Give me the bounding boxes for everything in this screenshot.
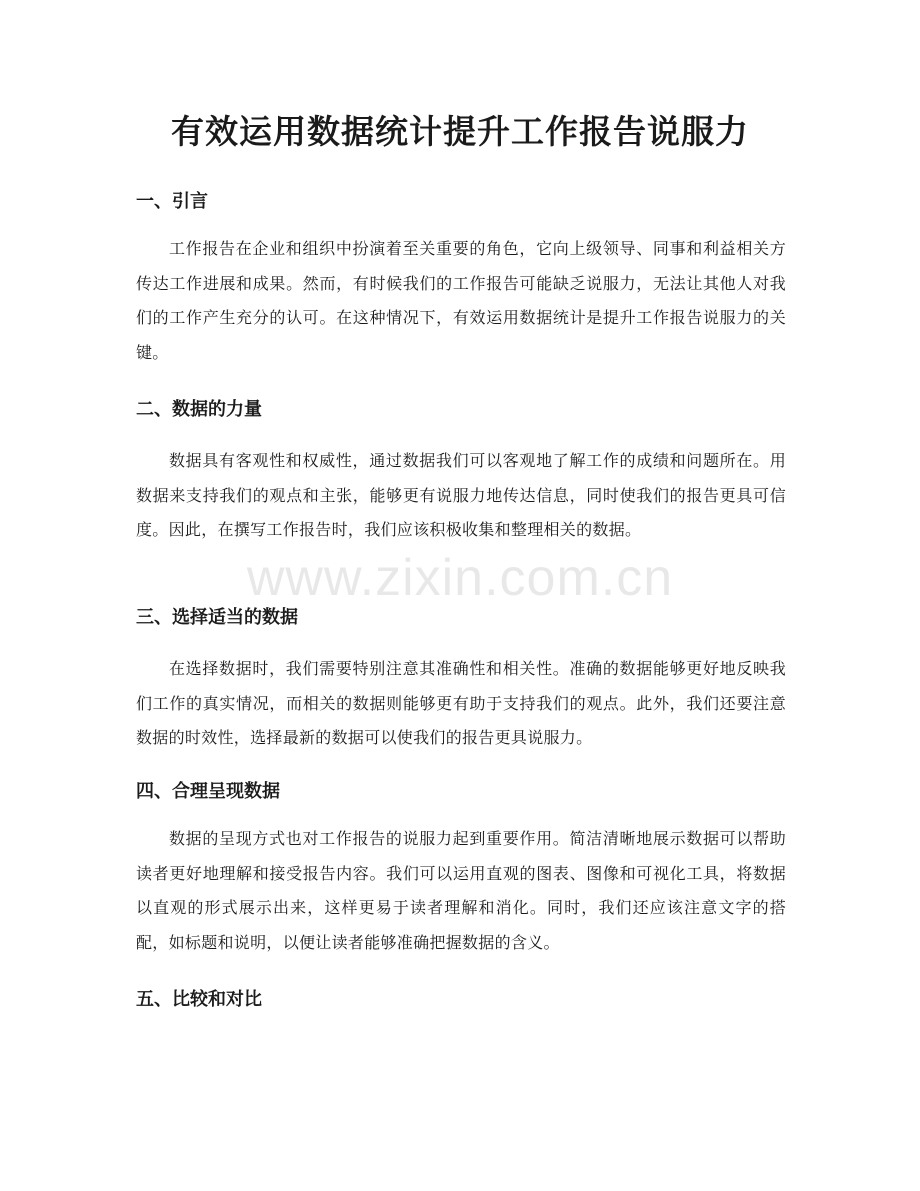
section-paragraph-present-data: 数据的呈现方式也对工作报告的说服力起到重要作用。简洁清晰地展示数据可以帮助读者更好地理解和接受报告内容。我们可以运用直观的图表、图像和可视化工具，将数据以直观的形式展示出来，这样更易于读者理解和消化。同时，我们还应该注意文字的搭配，如标题和说明，以便让读者能够准确把握数据的含义。 <box>136 829 786 952</box>
section-heading-power-of-data: 二、数据的力量 <box>136 399 262 420</box>
section-heading-compare-contrast: 五、比较和对比 <box>136 989 262 1010</box>
section-paragraph-power-of-data: 数据具有客观性和权威性，通过数据我们可以客观地了解工作的成绩和问题所在。用数据来支持我们的观点和主张，能够更有说服力地传达信息，同时使我们的报告更具可信度。因此，在撰写工作报告时，我们应该积极收集和整理相关的数据。 <box>136 451 786 539</box>
watermark: www.zixin.com.cn <box>246 549 674 607</box>
section-paragraph-introduction: 工作报告在企业和组织中扮演着至关重要的角色，它向上级领导、同事和利益相关方传达工作进展和成果。然而，有时候我们的工作报告可能缺乏说服力，无法让其他人对我们的工作产生充分的认可。在这种情况下，有效运用数据统计是提升工作报告说服力的关键。 <box>136 239 786 362</box>
section-heading-introduction: 一、引言 <box>136 191 208 212</box>
document-title: 有效运用数据统计提升工作报告说服力 <box>171 112 749 151</box>
section-heading-choose-data: 三、选择适当的数据 <box>136 607 298 628</box>
section-paragraph-choose-data: 在选择数据时，我们需要特别注意其准确性和相关性。准确的数据能够更好地反映我们工作的真实情况，而相关的数据则能够更有助于支持我们的观点。此外，我们还要注意数据的时效性，选择最新的数据可以使我们的报告更具说服力。 <box>136 659 786 747</box>
section-heading-present-data: 四、合理呈现数据 <box>136 781 280 802</box>
